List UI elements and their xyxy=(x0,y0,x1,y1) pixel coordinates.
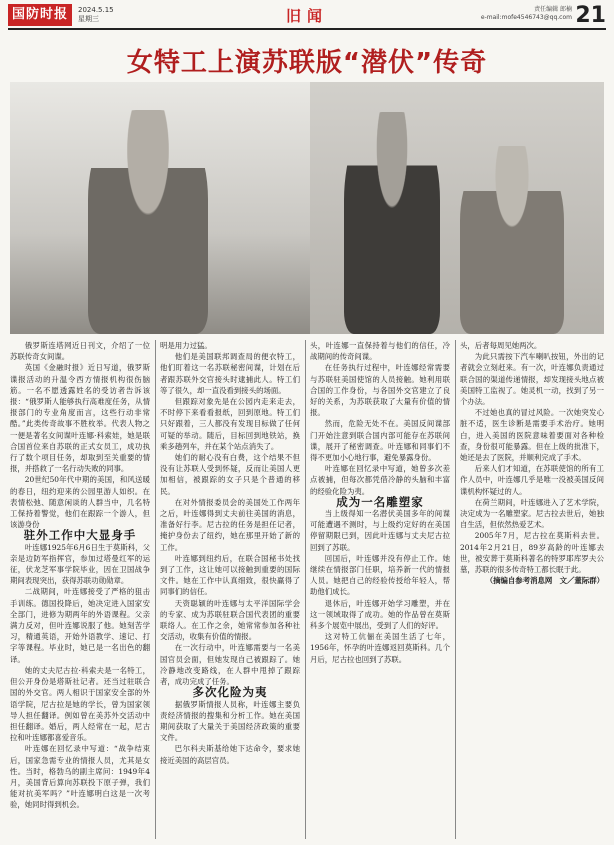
paragraph: 他们是美国联邦调查局的便衣特工，他们盯着这一名苏联秘密间谍，计划在后者跟苏联外交官接头时逮捕此人。特工们等了很久，却一直没看到接头的场面。 xyxy=(160,352,300,395)
page-number: 21 xyxy=(575,3,606,28)
subheading: 成为一名雕塑家 xyxy=(336,494,424,509)
paragraph: 她们的耐心没有白费，这个结果不但没有让苏联人受到怀疑，反而让美国人更加相信，被跟踪的女子只是个普通的移民。 xyxy=(160,453,300,496)
paragraph: 这对特工伉俪在美国生活了七年，1956年，怀孕的叶连娜返回莫斯科。几个月后，尼古拉也回到了苏联。 xyxy=(310,632,450,664)
text-column-2 xyxy=(160,340,300,839)
paragraph: 英国《金融时报》近日写道，俄罗斯谍报活动的升温令西方情报机构很伤脑筋。一名不愿透露姓名的受访者告诉该报：“俄罗斯人能够执行高难度任务，从情报部门的专业角度而言，这些行动非常酷。”此类传奇故事不胜枚举。代表人物之一便是著名女间谍叶连娜·科索娃，她是联合国首位来自苏联的正式女员工，成功执行了数个项目任务，却取到至关重要的情报，并搭救了一名行动失败的同事。 xyxy=(10,363,150,474)
paragraph: 为此只需按下汽车喇叭按钮，外出的记者就会立刻赶来。有一次，叶连娜负责通过联合国的渠道传递情报，却发现接头地点被美国特工监视了。她灵机一动，找到了另一个办法。 xyxy=(460,352,604,407)
paragraph: 叶连娜在回忆录中写道，她曾多次差点被捕，但每次都凭借冷静的头脑和丰富的经验化险为夷。 xyxy=(310,464,450,496)
paragraph: 二战期间，叶连娜接受了严格的狙击手训练。德国投降后，她决定进入国家安全部门，进修为期两年的外语课程。父亲满力反对，但叶连娜说服了他。她刻苦学习，精通英语，开始外语教学、速记、打字等课程。毕业时，她已是一名出色的翻译。 xyxy=(10,587,150,664)
issue-date: 2024.5.15 xyxy=(78,6,114,14)
paragraph: 回国后，叶连娜并没有停止工作。她继续在情报部门任职，培养新一代的情报人员。她把自己的经验传授给年轻人，帮助他们成长。 xyxy=(310,553,450,597)
paragraph: 在一次行动中，叶连娜需要与一名美国官员会面，但她发现自己被跟踪了。她冷静地改变路线，在人群中甩掉了跟踪者，成功完成了任务。 xyxy=(160,643,300,687)
text-column-3 xyxy=(310,340,450,839)
text-column-1 xyxy=(10,340,150,839)
paragraph: 2005年7月，尼古拉在莫斯科去世。2014年2月21日，89岁高龄的叶连娜去世，被安葬于莫斯科著名的特罗耶库罗夫公墓，苏联的很多传奇特工都长眠于此。 xyxy=(460,531,604,575)
man-figure xyxy=(344,112,440,334)
subheading: 多次化险为夷 xyxy=(192,685,268,700)
editor-info xyxy=(481,6,572,22)
paragraph: 但跟踪对象先是在公园内走来走去，不时停下来看看报纸，回到原地。特工们只好跟着，三人都没有发现目标做了任何可疑的举动。随后，目标回到地铁站，换乘多趟列车，并在某个站点消失了。 xyxy=(160,397,300,451)
editor-name: 责任编辑 郎楠 xyxy=(534,6,572,13)
woman-figure-right xyxy=(460,146,564,334)
paragraph: 头，后者每周见她两次。 xyxy=(460,341,542,350)
paragraph: 在对外情报委员会的美国处工作两年之后，叶连娜得到丈夫前往美国的消息，准备好行李。尼古拉的任务是担任记者，掩护身份去了纽约，她在那里开始了新的工作。 xyxy=(160,497,300,552)
paragraph: 然而，危险无处不在。美国反间谍部门开始注意到联合国内部可能存在苏联间谍，展开了秘密调查。叶连娜和同事们不得不更加小心地行事，避免暴露身份。 xyxy=(310,419,450,463)
column-rule xyxy=(155,340,156,839)
paragraph: 当上级得知一名潜伏美国多年的间谍可能遭遇不测时，与上级约定好的在美国停留期限已到，因此叶连娜与丈夫尼古拉回到了苏联。 xyxy=(310,509,450,552)
paragraph: 她的丈夫尼古拉·科索夫是一名特工，但公开身份是塔斯社记者。还当过驻联合国的外交官。两人相识于国家安全部的外语学院，尼古拉是她的学长，曾为国家领导人担任翻译。例如曾在美苏外交活动中担任翻译。婚后，两人经常在一起，尼古拉和叶连娜都喜爱音乐。 xyxy=(10,665,150,743)
paragraph: 在荷兰期间，叶连娜进入了艺术学院，决定成为一名雕塑家。尼古拉去世后，她独自生活，但依然热爱艺术。 xyxy=(460,497,604,530)
article-headline: 女特工上演苏联版“潜伏”传奇 xyxy=(126,48,488,78)
paragraph: 在任务执行过程中，叶连娜经常需要与苏联驻美国使馆的人员接触。她利用联合国的工作身份，与各国外交官建立了良好的关系，为苏联获取了大量有价值的情报。 xyxy=(310,363,450,418)
woman-figure xyxy=(88,110,208,334)
issue-weekday: 星期三 xyxy=(78,15,99,23)
editor-email: e-mail:mofe4546743@qq.com xyxy=(480,14,572,21)
paragraph: 叶连娜到纽约后，在联合国秘书处找到了工作，这让她可以接触到重要的国际文件。她在工作中认真细致，很快赢得了同事们的信任。 xyxy=(160,553,300,597)
column-rule xyxy=(305,340,306,839)
section-title: 旧闻 xyxy=(285,7,328,25)
paragraph: 据俄罗斯情报人员称，叶连娜主要负责经济情报的搜集和分析工作。她在美国期间获取了大量关于美国经济政策的重要文件。 xyxy=(160,699,300,743)
paragraph: 天资聪颖的叶连娜与太平洋国际学会的专家、成为苏联驻联合国代表团的重要联络人。在工作之余，她常常参加各种社交活动，收集有价值的情报。 xyxy=(160,598,300,642)
paragraph: 叶连娜在回忆录中写道：“战争结束后，国家急需专业的情报人员，尤其是女性。当时，格勃乌的副主席问：1949年4月，美国背后算向苏联投下原子弹，我们能对抗美军吗？”叶连娜明白这是一次考验，她同时得到机会。 xyxy=(10,744,150,810)
photo-left-portrait xyxy=(10,82,310,334)
paragraph: 20世纪50年代中期的美国，和风送暖的春日，纽约迎来的公园里游人如织。在表情松弛、随意闲谈的人群当中，几名特工保持着警觉，他们在跟踪一个游人，但该游身份 xyxy=(10,475,150,530)
column-rule xyxy=(455,340,456,839)
paragraph: 巴尔科夫斯基给她下达命令，要求她接近美国的高层官员。 xyxy=(160,744,300,765)
paragraph: 退休后，叶连娜开始学习雕塑，并在这一领域取得了成功。她的作品曾在莫斯科多个展览中展出，受到了人们的好评。 xyxy=(310,598,450,631)
page-header xyxy=(8,4,606,30)
subheading: 驻外工作中大显身手 xyxy=(23,528,137,543)
text-column-4 xyxy=(460,340,604,839)
paragraph: 后来人们才知道，在苏联使馆的所有工作人员中，叶连娜几乎是唯一没被美国反间谍机构怀疑过的人。 xyxy=(460,464,604,496)
paragraph: 俄罗斯连塔网近日刊文，介绍了一位苏联传奇女间谍。 xyxy=(10,341,150,362)
paragraph: 叶连娜1925年6月6日生于莫斯科，父亲是边防军指挥官，参加过塔曼红军的运征，伏龙芝军事学院毕业，因在卫国战争期间表现突出，获得苏联功勋勋章。 xyxy=(10,542,150,586)
newspaper-logo: 国防时报 xyxy=(8,4,72,26)
photo-right-group xyxy=(310,82,604,334)
paragraph: 头，叶连娜一直保持着与他们的信任，冷战期间的传奇间谍。 xyxy=(310,341,450,362)
source-credit: （摘编自参考消息网 文／董际群） xyxy=(485,576,604,586)
article-photo xyxy=(10,82,604,334)
paragraph: 不过她也真的冒过风险。一次她突发心脏不适，医生诊断是需要手术治疗。她明白，进入美国的医院意味着要面对各种检查，身份很可能暴露。但在上级的批准下，她还是去了医院，并顺利完成了手术。 xyxy=(460,408,604,463)
paragraph: 明是用力过猛。 xyxy=(160,341,212,350)
